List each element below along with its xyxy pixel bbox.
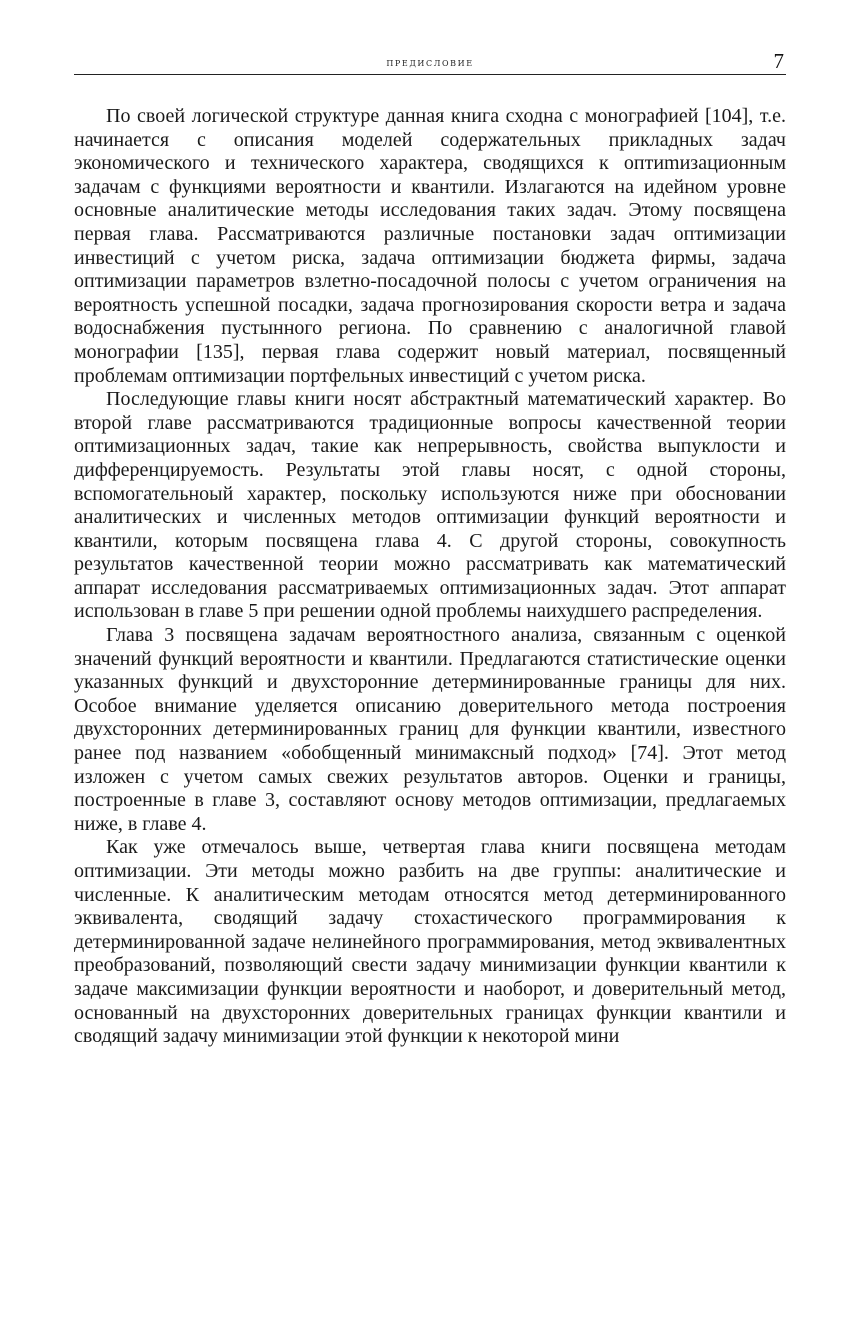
paragraph: По своей логической структуре данная книга сходна с монографией [104], т.е. начинается с описания моделей содержательных прикладных задач экономического и технического характера, сводящихся к оптиmизационным задачам с функциями вероятности и квантили. Излагаются на идейном уровне основные аналитические методы исследования таких задач. Этому посвящена первая глава. Рассматриваются различные постановки задач оптимизации инвестиций с учетом риска, задача оптимизации бюджета фирмы, задача оптимизации параметров взлетно-посадочной полосы с учетом ограничения на вероятность успешной посадки, задача прогнозирования скорости ветра и задача водоснабжения пустынного региона. По сравнению с аналогичной главой монографии [135], первая глава содержит новый материал, посвященный проблемам оптимизации портфельных инвестиций с учетом риска. [74,105,786,387]
running-title: предисловие [386,55,474,69]
book-page [74,44,786,1049]
paragraph: Глава 3 посвящена задачам вероятностного анализа, связанным с оценкой значений функций вероятности и квантили. Предлагаются статистические оценки указанных функций и двухсторонние детерминированные границы для них. Особое внимание уделяется описанию доверительного метода построения двухсторонних детерминированных границ для функции квантили, известного ранее под названием «обобщенный минимаксный подход» [74]. Этот метод изложен с учетом самых свежих результатов авторов. Оценки и границы, построенные в главе 3, составляют основу методов оптимизации, предлагаемых ниже, в главе 4. [74,624,786,835]
paragraph: Как уже отмечалось выше, четвертая глава книги посвящена методам оптимизации. Эти методы можно разбить на две группы: аналитические и численные. К аналитическим методам относятся метод детерминированного эквивалента, сводящий задачу стохастического программирования к детерминированной задаче нелинейного программирования, метод эквивалентных преобразований, позволяющий свести задачу минимизации функции квантили к задаче максимизации функции вероятности и наоборот, и доверительный метод, основанный на двухсторонних доверительных границах функции квантили и сводящий задачу минимизации этой функции к некоторой мини [74,836,786,1048]
body-text [74,105,786,1049]
running-header [74,44,786,75]
paragraph: Последующие главы книги носят абстрактный математический характер. Во второй главе рассматриваются традиционные вопросы качественной теории оптимизационных задач, такие как непрерывность, свойства выпуклости и дифференцируемость. Результаты этой главы носят, с одной стороны, вспомогательнoый характер, поскольку используются ниже при обосновании аналитических и численных методов оптимизации функций вероятности и квантили, которым посвящена глава 4. С другой стороны, совокупность результатов качественной теории можно рассматривать как математический аппарат исследования рассматриваемых оптимизационных задач. Этот аппарат использован в главе 5 при решении одной проблемы наихудшего распределения. [74,388,786,623]
page-number: 7 [773,49,784,73]
